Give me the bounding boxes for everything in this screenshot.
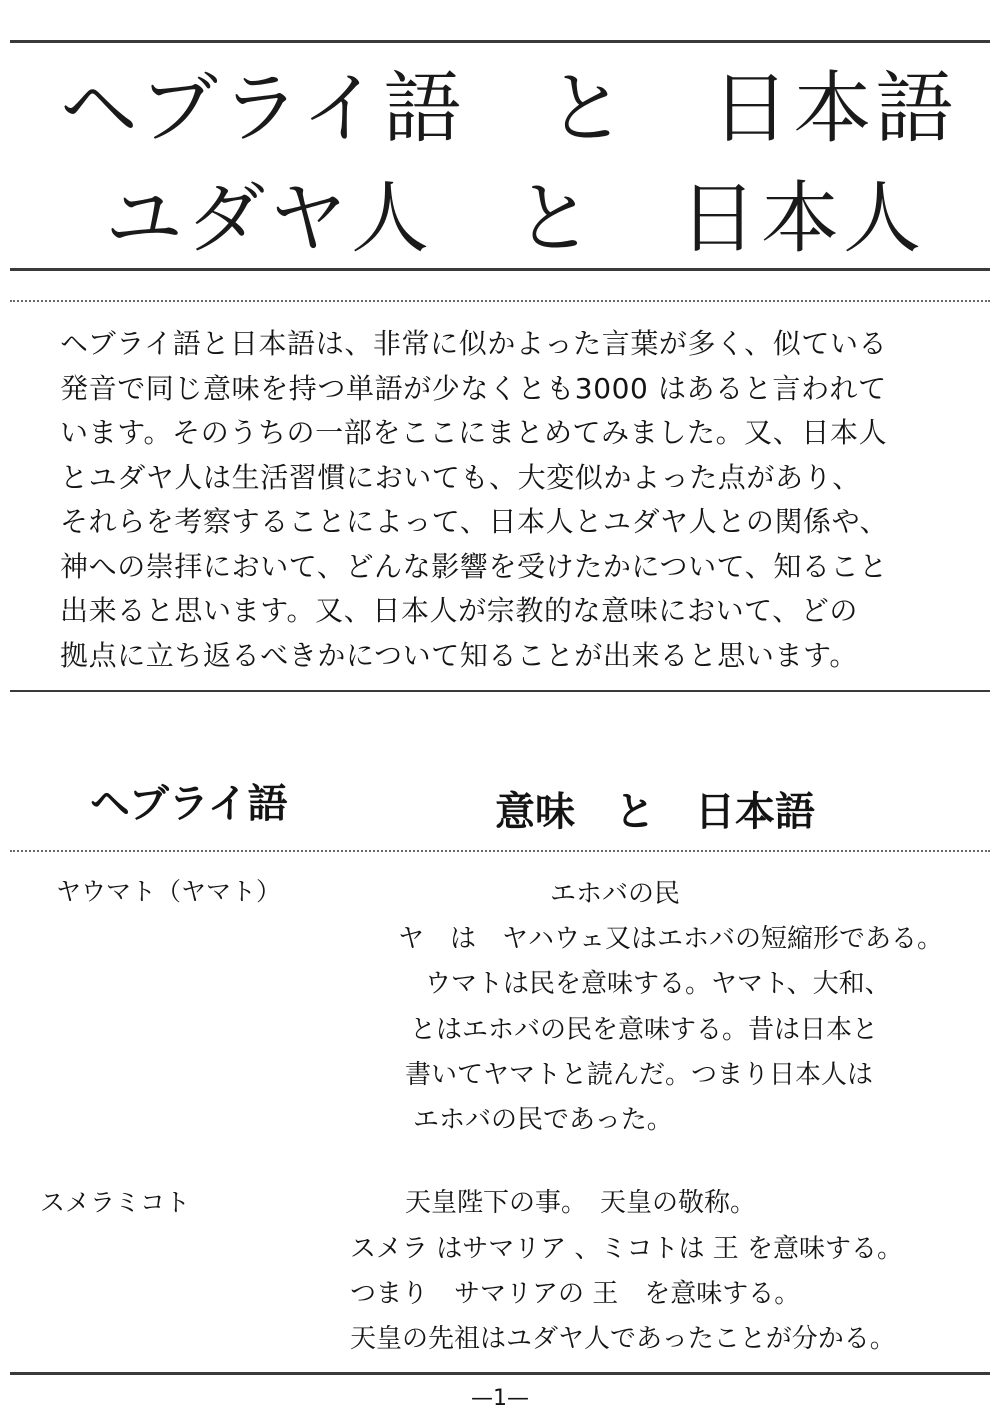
intro-line: 神への崇拝において、どんな影響を受けたかについて、知ること [60,549,888,583]
intro-rule [10,690,990,692]
title-line-1: ヘブライ語 と 日本語 [60,64,958,154]
meaning-line: 書いてヤマトと読んだ。つまり日本人は [405,1060,874,1090]
header-hebrew: ヘブライ語 [90,781,288,827]
intro-line: います。そのうちの一部をここにまとめてみました。又、日本人 [60,416,888,449]
meaning-line: スメラ はサマリア 、ミコトは 王 を意味する。 [350,1234,904,1264]
title-rule-1 [10,268,990,271]
meaning-line: ウマトは民を意味する。ヤマト、大和、 [425,969,891,999]
intro-line: 出来ると思います。又、日本人が宗教的な意味において、どの [60,594,859,627]
meaning-line: つまり サマリアの 王 を意味する。 [350,1279,801,1309]
meaning-line: 天皇の先祖はユダヤ人であったことが分かる。 [350,1324,896,1354]
intro-line: とユダヤ人は生活習慣においても、大変似かよった点があり、 [60,460,861,494]
bottom-rule [10,1372,990,1375]
intro-line: ヘブライ語と日本語は、非常に似かよった言葉が多く、似ている [60,327,888,360]
header-rule [10,850,990,852]
page-number: —1— [471,1386,529,1411]
intro-line: 発音で同じ意味を持つ単語が少なくとも3000 はあると言われて [60,371,887,405]
entry-term: ヤウマト（ヤマト） [56,877,282,906]
title-rule-2 [10,300,990,302]
title-line-2: ユダヤ人 と 日本人 [105,174,926,264]
meaning-line: エホバの民 [550,879,681,909]
entry-term: スメラミコト [40,1188,191,1217]
meaning-line: エホバの民であった。 [413,1105,673,1135]
top-rule [10,40,990,43]
meaning-line: ヤ は ヤハウェ又はエホバの短縮形である。 [398,924,943,954]
meaning-line: とはエホバの民を意味する。昔は日本と [410,1015,879,1045]
intro-line: 拠点に立ち返るべきかについて知ることが出来ると思います。 [60,638,859,672]
intro-paragraph [60,322,960,678]
header-meaning: 意味 と 日本語 [495,789,815,835]
intro-line: それらを考察することによって、日本人とユダヤ人との関係や、 [60,505,889,538]
meaning-line: 天皇陛下の事。 天皇の敬称。 [405,1188,757,1218]
